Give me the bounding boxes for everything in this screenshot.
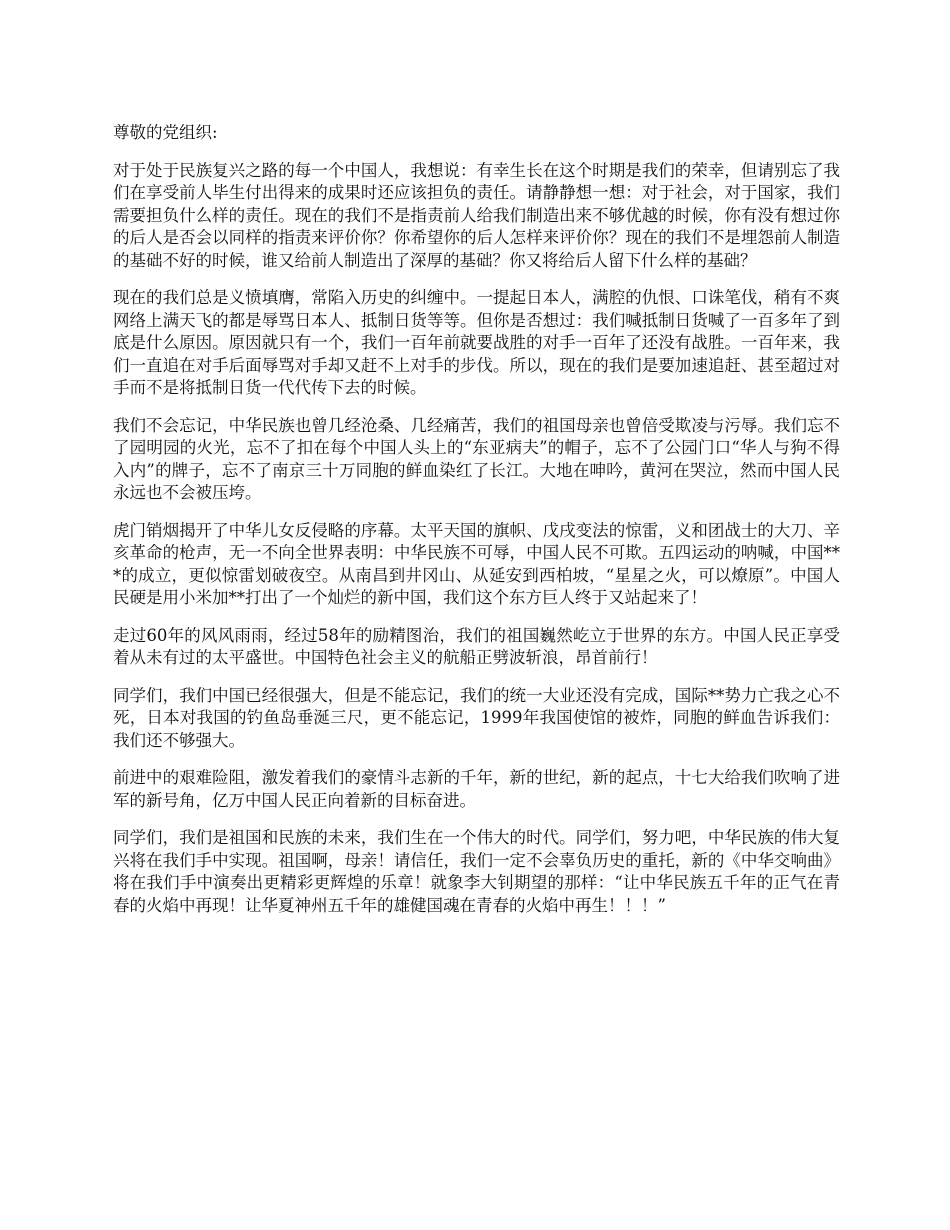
paragraph-4: 虎门销烟揭开了中华儿女反侵略的序幕。太平天国的旗帜、戊戌变法的惊雷，义和团战士的大刀、辛亥革命的枪声，无一不向全世界表明：中华民族不可辱，中国人民不可欺。五四运动的呐喊，中国***的成立，更似惊雷划破夜空。从南昌到井冈山、从延安到西柏坡，“星星之火，可以燎原”。中国人民硬是用小米加**打出了一个灿烂的新中国，我们这个东方巨人终于又站起来了！ <box>113 520 840 607</box>
paragraph-6: 同学们，我们中国已经很强大，但是不能忘记，我们的统一大业还没有完成，国际**势力亡我之心不死，日本对我国的钓鱼岛垂涎三尺，更不能忘记，1999年我国使馆的被炸，同胞的鲜血告诉我们：我们还不够强大。 <box>113 685 840 750</box>
salutation: 尊敬的党组织: <box>113 123 218 142</box>
paragraph-1: 对于处于民族复兴之路的每一个中国人，我想说：有幸生长在这个时期是我们的荣幸，但请别忘了我们在享受前人毕生付出得来的成果时还应该担负的责任。请静静想一想：对于社会，对于国家，我们需要担负什么样的责任。现在的我们不是指责前人给我们制造出来不够优越的时候，你有没有想过你的后人是否会以同样的指责来评价你？你希望你的后人怎样来评价你？现在的我们不是埋怨前人制造的基础不好的时候，谁又给前人制造出了深厚的基础？你又将给后人留下什么样的基础？ <box>113 160 840 270</box>
paragraph-3: 我们不会忘记，中华民族也曾几经沧桑、几经痛苦，我们的祖国母亲也曾倍受欺凌与污辱。我们忘不了园明园的火光，忘不了扣在每个中国人头上的“东亚病夫”的帽子，忘不了公园门口“华人与狗不得入内”的牌子，忘不了南京三十万同胞的鲜血染红了长江。大地在呻吟，黄河在哭泣，然而中国人民永远也不会被压垮。 <box>113 415 840 502</box>
paragraph-2: 现在的我们总是义愤填膺，常陷入历史的纠缠中。一提起日本人，满腔的仇恨、口诛笔伐，稍有不爽网络上满天飞的都是辱骂日本人、抵制日货等等。但你是否想过：我们喊抵制日货喊了一百多年了到底是什么原因。原因就只有一个，我们一百年前就要战胜的对手一百年了还没有战胜。一百年来，我们一直追在对手后面辱骂对手却又赶不上对手的步伐。所以，现在的我们是要加速追赶、甚至超过对手而不是将抵制日货一代代传下去的时候。 <box>113 288 840 397</box>
paragraph-8: 同学们，我们是祖国和民族的未来，我们生在一个伟大的时代。同学们，努力吧，中华民族的伟大复兴将在我们手中实现。祖国啊，母亲！请信任，我们一定不会辜负历史的重托，新的《中华交响曲》将在我们手中演奏出更精彩更辉煌的乐章！就象李大钊期望的那样：“让中华民族五千年的正气在青春的火焰中再现！让华夏神州五千年的雄健国魂在青春的火焰中再生！！！” <box>113 828 840 915</box>
paragraph-7: 前进中的艰难险阻，激发着我们的豪情斗志新的千年，新的世纪，新的起点，十七大给我们吹响了进军的新号角，亿万中国人民正向着新的目标奋进。 <box>113 768 840 810</box>
paragraph-5: 走过60年的风风雨雨，经过58年的励精图治，我们的祖国巍然屹立于世界的东方。中国人民正享受着从未有过的太平盛世。中国特色社会主义的航船正劈波斩浪，昂首前行！ <box>113 625 840 667</box>
